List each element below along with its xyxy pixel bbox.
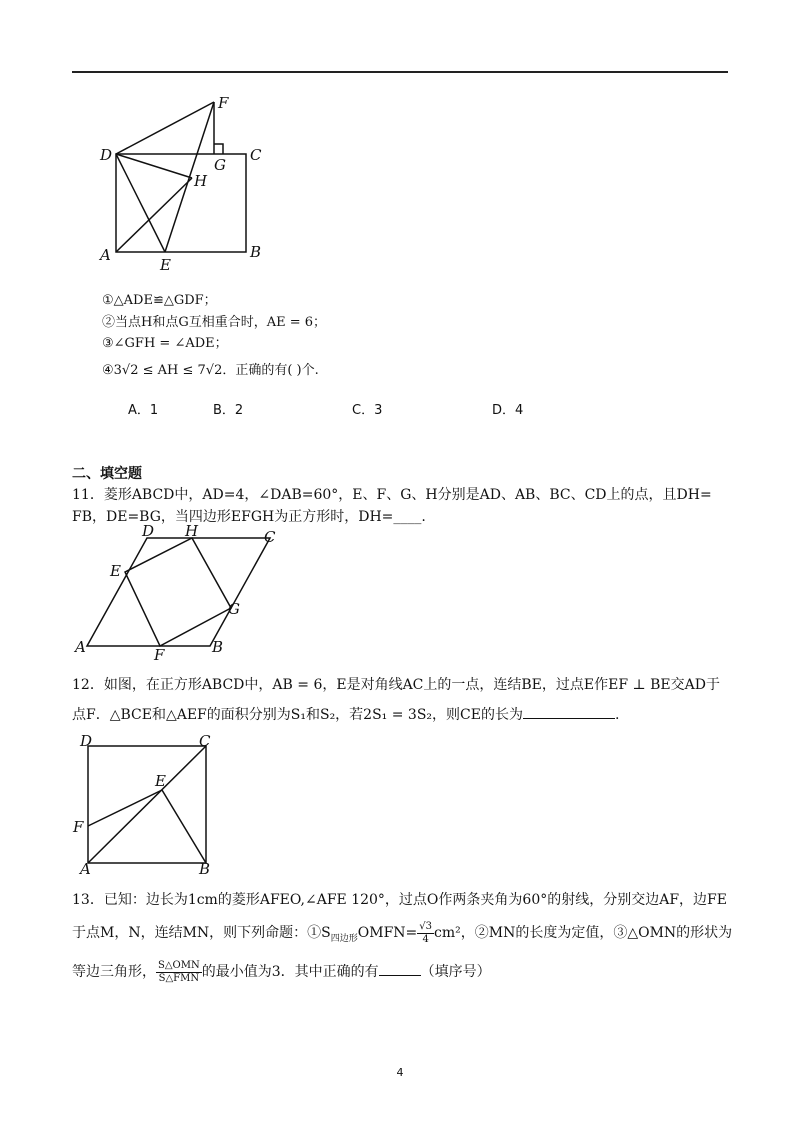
q10-label-b: B bbox=[250, 243, 262, 261]
q10-option-a[interactable]: A．1 bbox=[128, 403, 159, 418]
q12-figure bbox=[72, 732, 222, 874]
q13-answer-blank[interactable] bbox=[379, 961, 421, 976]
q12-label-c: C bbox=[199, 732, 211, 750]
q12-label-e: E bbox=[155, 772, 166, 790]
q10-option-d[interactable]: D．4 bbox=[492, 403, 524, 418]
q12-answer-blank[interactable] bbox=[523, 704, 615, 719]
q13-line-3 bbox=[72, 958, 491, 986]
q12-line-eb bbox=[162, 790, 206, 863]
q10-label-f: F bbox=[218, 94, 229, 112]
q13-line-1: 13．已知：边长为1cm的菱形AFEO,∠AFE 120°，过点O作两条夹角为60°的射线，分别交边AF，边FE bbox=[72, 892, 727, 908]
q11-label-h: H bbox=[185, 522, 199, 540]
q13-line-3-b: 的最小值为3．其中正确的有 bbox=[201, 964, 379, 980]
q13-line-2-c: cm²，②MN的长度为定值，③△OMN的形状为 bbox=[434, 925, 733, 941]
q13-fraction-ratio-num: S△OMN bbox=[158, 959, 200, 971]
q13-line-3-a: 等边三角形， bbox=[72, 964, 156, 980]
header-rule bbox=[72, 71, 728, 73]
q12-label-a: A bbox=[80, 860, 91, 874]
q10-option-b[interactable]: B．2 bbox=[213, 403, 244, 418]
q12-line-2-end: . bbox=[614, 707, 620, 723]
section-heading: 二、填空题 bbox=[72, 466, 142, 482]
q11-label-e: E bbox=[110, 562, 121, 580]
q10-statement-3: ③∠GFH = ∠ADE； bbox=[102, 336, 228, 351]
q12-label-b: B bbox=[199, 860, 211, 874]
q12-label-d: D bbox=[80, 732, 93, 750]
q11-label-g: G bbox=[228, 600, 240, 618]
q10-label-c: C bbox=[250, 146, 262, 164]
q12-diagonal-ac bbox=[88, 746, 206, 863]
q12-line-fe bbox=[88, 790, 162, 826]
q13-line-2 bbox=[72, 920, 732, 952]
q11-figure bbox=[72, 522, 282, 662]
q10-line-de bbox=[116, 154, 165, 252]
q12-line-1: 12．如图，在正方形ABCD中，AB = 6，E是对角线AC上的一点，连结BE，过点E作EF ⊥ BE交AD于 bbox=[72, 677, 720, 693]
page-number: 4 bbox=[396, 1066, 404, 1079]
q13-fraction-ratio bbox=[156, 960, 202, 985]
q13-line-2-a: 于点M，N，连结MN，则下列命题：①S bbox=[72, 925, 331, 941]
q11-label-d: D bbox=[142, 522, 155, 540]
q10-statement-1: ①△ADE≌△GDF； bbox=[102, 293, 217, 308]
q11-line-1: 11．菱形ABCD中，AD=4，∠DAB=60°，E、F、G、H分别是AD、AB、BC、CD上的点，且DH= bbox=[72, 487, 712, 503]
q11-label-b: B bbox=[212, 638, 224, 656]
q13-fraction-area bbox=[417, 921, 434, 946]
q13-fraction-ratio-den: S△FMN bbox=[158, 972, 200, 984]
q13-line-3-c: （填序号） bbox=[420, 964, 491, 980]
q12-line-2-text: 点F．△BCE和△AEF的面积分别为S₁和S₂，若2S₁ = 3S₂，则CE的长为 bbox=[72, 707, 523, 723]
q11-label-f: F bbox=[154, 646, 165, 662]
q10-statement-2: ②当点H和点G互相重合时，AE = 6； bbox=[102, 315, 327, 330]
q10-line-ah bbox=[116, 178, 192, 252]
q11-label-c: C bbox=[264, 528, 276, 546]
q10-line-dh bbox=[116, 154, 192, 178]
q11-square-efgh bbox=[125, 538, 231, 646]
q12-label-f: F bbox=[73, 818, 84, 836]
q11-label-a: A bbox=[75, 638, 86, 656]
q10-option-c[interactable]: C．3 bbox=[352, 403, 383, 418]
q10-label-e: E bbox=[160, 256, 171, 272]
q13-line-2-b: OMFN= bbox=[357, 925, 418, 941]
q10-label-h: H bbox=[194, 172, 208, 190]
q13-fraction-area-den: 4 bbox=[422, 933, 429, 945]
q10-right-angle-mark bbox=[214, 144, 223, 154]
q13-fraction-area-num: √3 bbox=[419, 920, 433, 932]
q10-figure bbox=[95, 92, 275, 272]
q10-label-a: A bbox=[100, 246, 111, 264]
q13-line-2-sub: 四边形 bbox=[330, 933, 358, 944]
q10-label-d: D bbox=[100, 146, 113, 164]
q12-line-2 bbox=[72, 704, 619, 724]
q10-statement-4: ④3√2 ≤ AH ≤ 7√2．正确的有( )个. bbox=[102, 363, 319, 378]
q10-label-g: G bbox=[214, 156, 226, 174]
q11-rhombus-abcd bbox=[87, 538, 270, 646]
q11-line-2: FB，DE=BG，当四边形EFGH为正方形时，DH=____. bbox=[72, 509, 426, 525]
